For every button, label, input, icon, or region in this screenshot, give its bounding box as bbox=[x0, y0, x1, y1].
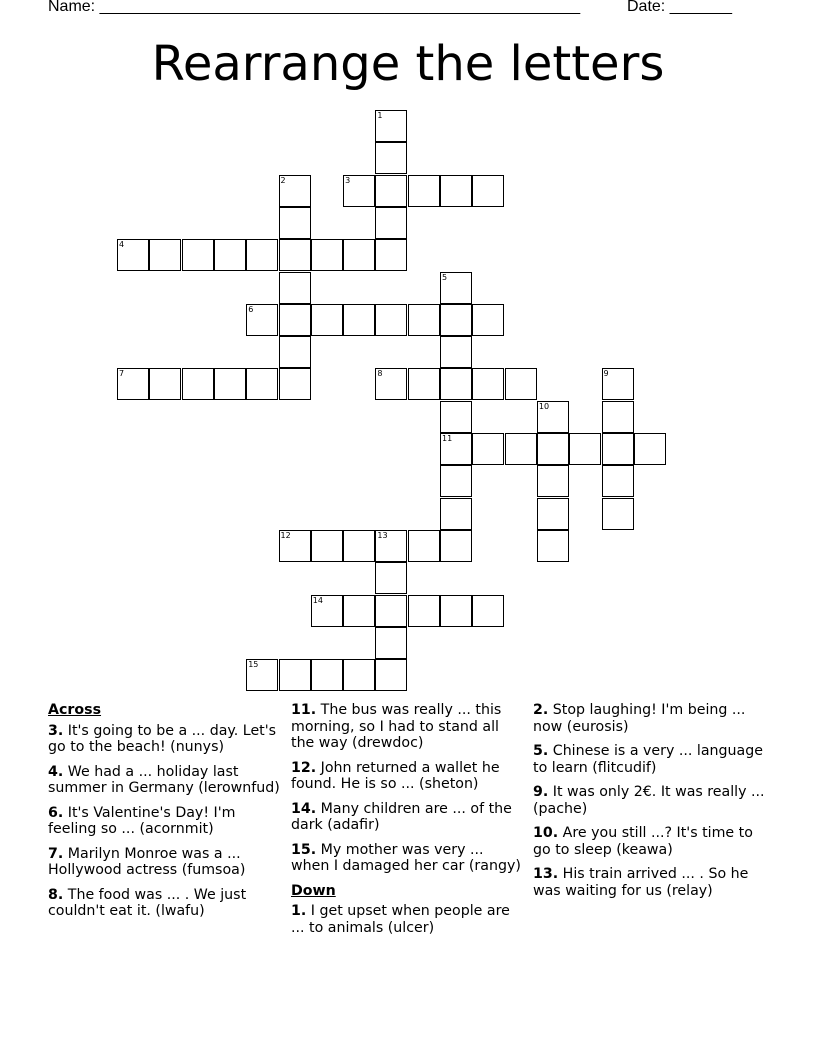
grid-cell[interactable] bbox=[408, 595, 440, 627]
clue-text: The bus was really ... this morning, so I had to stand all the way (drewdoc) bbox=[291, 702, 502, 751]
clue-down-13 bbox=[533, 866, 767, 899]
clue-across-4 bbox=[48, 764, 282, 797]
clue-number: 2. bbox=[533, 702, 549, 718]
grid-cell[interactable] bbox=[214, 368, 246, 400]
grid-cell[interactable] bbox=[375, 142, 407, 174]
grid-cell[interactable] bbox=[505, 433, 537, 465]
clue-text: The food was ... . We just couldn't eat it. (lwafu) bbox=[48, 886, 247, 919]
clue-across-8 bbox=[48, 887, 282, 920]
grid-cell[interactable] bbox=[440, 175, 472, 207]
clue-number: 15. bbox=[291, 841, 317, 858]
clue-text: It was only 2€. It was really ... (pache) bbox=[533, 784, 765, 817]
grid-cell[interactable] bbox=[602, 433, 634, 465]
cell-number: 10 bbox=[538, 401, 550, 411]
grid-cell[interactable] bbox=[440, 304, 472, 336]
grid-cell[interactable] bbox=[440, 272, 472, 304]
grid-cell[interactable] bbox=[537, 465, 569, 497]
clue-number: 6. bbox=[48, 804, 64, 821]
cell-number: 15 bbox=[248, 660, 259, 670]
clue-number: 5. bbox=[533, 743, 549, 759]
grid-cell[interactable] bbox=[602, 498, 634, 530]
cell-number: 14 bbox=[312, 595, 323, 605]
grid-cell[interactable] bbox=[440, 368, 472, 400]
grid-cell[interactable] bbox=[634, 433, 666, 465]
grid-cell[interactable] bbox=[375, 627, 407, 659]
cell-number: 7 bbox=[119, 369, 125, 379]
clue-across-15 bbox=[291, 842, 525, 875]
page-title: Rearrange the letters bbox=[151, 36, 665, 92]
grid-cell[interactable] bbox=[375, 207, 407, 239]
clue-number: 4. bbox=[48, 763, 64, 780]
grid-cell[interactable] bbox=[408, 175, 440, 207]
clue-number: 11. bbox=[291, 702, 317, 718]
clue-text: Chinese is a very ... language to learn (flitcudif) bbox=[533, 743, 763, 776]
clue-down-5 bbox=[533, 743, 767, 776]
grid-cell[interactable] bbox=[311, 530, 343, 562]
clue-number: 9. bbox=[533, 784, 549, 800]
cell-number: 8 bbox=[377, 369, 383, 379]
clue-across-11 bbox=[291, 702, 525, 752]
grid-cell[interactable] bbox=[279, 239, 311, 271]
grid-cell[interactable] bbox=[375, 530, 407, 562]
grid-cell[interactable] bbox=[440, 401, 472, 433]
clue-text: My mother was very ... when I damaged her car (rangy) bbox=[291, 841, 521, 874]
grid-cell[interactable] bbox=[279, 530, 311, 562]
clue-text: Stop laughing! I'm being ... now (eurosis) bbox=[533, 702, 746, 735]
cell-number: 13 bbox=[377, 530, 388, 540]
cell-number: 2 bbox=[280, 175, 286, 185]
grid-cell[interactable] bbox=[375, 110, 407, 142]
clue-text: I get upset when people are ... to animals (ulcer) bbox=[291, 903, 510, 936]
grid-cell[interactable] bbox=[311, 659, 343, 691]
grid-cell[interactable] bbox=[279, 659, 311, 691]
grid-cell[interactable] bbox=[440, 530, 472, 562]
grid-cell[interactable] bbox=[472, 368, 504, 400]
grid-cell[interactable] bbox=[408, 530, 440, 562]
grid-cell[interactable] bbox=[505, 368, 537, 400]
grid-cell[interactable] bbox=[602, 465, 634, 497]
grid-cell[interactable] bbox=[279, 336, 311, 368]
grid-cell[interactable] bbox=[246, 368, 278, 400]
grid-cell[interactable] bbox=[375, 595, 407, 627]
grid-cell[interactable] bbox=[343, 175, 375, 207]
grid-cell[interactable] bbox=[472, 433, 504, 465]
name-field: Name: ______________________________________________________ bbox=[48, 0, 581, 15]
clue-down-1 bbox=[291, 903, 525, 936]
date-field: Date: _______ bbox=[627, 0, 732, 15]
grid-cell[interactable] bbox=[279, 175, 311, 207]
grid-cell[interactable] bbox=[246, 659, 278, 691]
clue-column-1 bbox=[48, 702, 282, 928]
grid-cell[interactable] bbox=[182, 239, 214, 271]
grid-cell[interactable] bbox=[375, 175, 407, 207]
grid-cell[interactable] bbox=[440, 336, 472, 368]
cell-number: 6 bbox=[248, 304, 254, 314]
grid-cell[interactable] bbox=[182, 368, 214, 400]
grid-cell[interactable] bbox=[537, 530, 569, 562]
grid-cell[interactable] bbox=[343, 304, 375, 336]
clue-number: 1. bbox=[291, 903, 307, 919]
clue-number: 10. bbox=[533, 825, 559, 841]
clue-column-3 bbox=[533, 702, 767, 907]
grid-cell[interactable] bbox=[472, 595, 504, 627]
grid-cell[interactable] bbox=[537, 498, 569, 530]
grid-cell[interactable] bbox=[472, 175, 504, 207]
clue-across-14 bbox=[291, 801, 525, 834]
grid-cell[interactable] bbox=[279, 207, 311, 239]
grid-cell[interactable] bbox=[343, 659, 375, 691]
grid-cell[interactable] bbox=[246, 239, 278, 271]
grid-cell[interactable] bbox=[375, 562, 407, 594]
grid-cell[interactable] bbox=[343, 595, 375, 627]
clue-down-2 bbox=[533, 702, 767, 735]
clue-text: Are you still ...? It's time to go to sleep (keawa) bbox=[533, 825, 753, 858]
grid-cell[interactable] bbox=[311, 304, 343, 336]
grid-cell[interactable] bbox=[440, 498, 472, 530]
clue-text: His train arrived ... . So he was waiting for us (relay) bbox=[533, 866, 749, 899]
clue-down-9 bbox=[533, 784, 767, 817]
grid-cell[interactable] bbox=[375, 304, 407, 336]
grid-cell[interactable] bbox=[440, 465, 472, 497]
cell-number: 5 bbox=[442, 272, 448, 282]
grid-cell[interactable] bbox=[343, 530, 375, 562]
grid-cell[interactable] bbox=[537, 401, 569, 433]
clue-number: 14. bbox=[291, 800, 317, 817]
clue-across-6 bbox=[48, 805, 282, 838]
grid-cell[interactable] bbox=[537, 433, 569, 465]
grid-cell[interactable] bbox=[279, 272, 311, 304]
clue-number: 7. bbox=[48, 845, 64, 862]
grid-cell[interactable] bbox=[149, 368, 181, 400]
clue-text: Marilyn Monroe was a ... Hollywood actress (fumsoa) bbox=[48, 845, 246, 878]
grid-cell[interactable] bbox=[117, 239, 149, 271]
grid-cell[interactable] bbox=[375, 659, 407, 691]
grid-cell[interactable] bbox=[408, 304, 440, 336]
grid-cell[interactable] bbox=[602, 368, 634, 400]
grid-cell[interactable] bbox=[375, 239, 407, 271]
clue-down-10 bbox=[533, 825, 767, 858]
clue-across-3 bbox=[48, 723, 282, 756]
clue-across-12 bbox=[291, 760, 525, 793]
clue-text: We had a ... holiday last summer in Germany (lerownfud) bbox=[48, 763, 280, 796]
grid-cell[interactable] bbox=[440, 433, 472, 465]
clue-across-7 bbox=[48, 846, 282, 879]
clue-number: 8. bbox=[48, 886, 64, 903]
clue-number: 12. bbox=[291, 759, 317, 776]
grid-cell[interactable] bbox=[440, 595, 472, 627]
grid-cell[interactable] bbox=[149, 239, 181, 271]
grid-cell[interactable] bbox=[311, 239, 343, 271]
grid-cell[interactable] bbox=[279, 368, 311, 400]
grid-cell[interactable] bbox=[279, 304, 311, 336]
grid-cell[interactable] bbox=[117, 368, 149, 400]
grid-cell[interactable] bbox=[408, 368, 440, 400]
grid-cell[interactable] bbox=[569, 433, 601, 465]
cell-number: 3 bbox=[345, 175, 351, 185]
grid-cell[interactable] bbox=[472, 304, 504, 336]
cell-number: 12 bbox=[280, 530, 291, 540]
clue-column-2 bbox=[291, 702, 525, 944]
grid-cell[interactable] bbox=[246, 304, 278, 336]
clue-text: It's Valentine's Day! I'm feeling so ... (acornmit) bbox=[48, 804, 236, 837]
clue-number: 3. bbox=[48, 722, 64, 739]
across-heading: Across bbox=[48, 702, 102, 718]
grid-cell[interactable] bbox=[214, 239, 246, 271]
clue-text: It's going to be a ... day. Let's go to the beach! (nunys) bbox=[48, 722, 277, 755]
grid-cell[interactable] bbox=[311, 595, 343, 627]
clue-number: 13. bbox=[533, 866, 559, 882]
cell-number: 4 bbox=[119, 240, 125, 250]
cell-number: 1 bbox=[377, 111, 383, 120]
down-heading: Down bbox=[291, 882, 336, 899]
grid-cell[interactable] bbox=[343, 239, 375, 271]
grid-cell[interactable] bbox=[375, 368, 407, 400]
cell-number: 11 bbox=[442, 434, 453, 443]
clue-text: John returned a wallet he found. He is so ... (sheton) bbox=[291, 759, 500, 792]
cell-number: 9 bbox=[603, 369, 609, 379]
grid-cell[interactable] bbox=[602, 401, 634, 433]
clue-text: Many children are ... of the dark (adafir) bbox=[291, 800, 512, 833]
